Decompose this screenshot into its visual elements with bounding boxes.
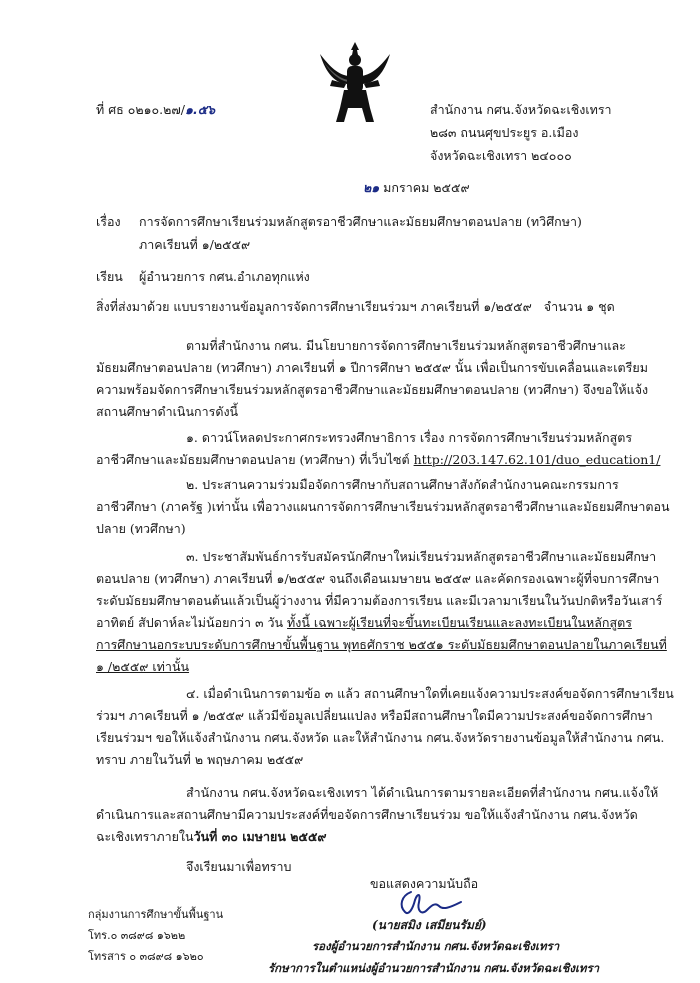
- signatory-name: (นายสมิง เสมียนรัมย์): [372, 918, 487, 932]
- intro-line-2: มัธยมศึกษาตอนปลาย (ทวศึกษา) ภาคเรียนที่ ๑ ปีการศึกษา ๒๕๕๙ นั้น เพื่อเป็นการขับเคลื่อนและเตรียม: [96, 360, 648, 375]
- document-number-handwritten: ๑.๕๖: [185, 102, 216, 117]
- item-2-line-3: ปลาย (ทวศึกษา): [96, 521, 186, 536]
- item-4-line-4: ทราบ ภายในวันที่ ๒ พฤษภาคม ๒๕๕๙: [96, 752, 304, 767]
- closing-line-3-plain: ฉะเชิงเทราภายใน: [96, 829, 194, 844]
- item-4-line-2: ร่วมฯ ภาคเรียนที่ ๑ /๒๕๕๙ แล้วมีข้อมูลเปลี่ยนแปลง หรือมีสถานศึกษาใดมีความประสงค์ขอจัดการศึกษา: [96, 708, 653, 723]
- item-1-line-1: ๑. ดาวน์โหลดประกาศกระทรวงศึกษาธิการ เรื่อง การจัดการศึกษาเรียนร่วมหลักสูตร: [186, 430, 633, 445]
- item-3-line-3: ระดับมัธยมศึกษาตอนต้นแล้วเป็นผู้ว่างงาน ที่มีความต้องการเรียน และมีเวลามาเรียนในวันปกติหรือวันเสาร์: [96, 593, 663, 608]
- sender-line-3: จังหวัดฉะเชิงเทรา ๒๔๐๐๐: [430, 148, 572, 163]
- deadline-date: วันที่ ๓๐ เมษายน ๒๕๕๙: [193, 829, 327, 844]
- item-1-text: อาชีวศึกษาและมัธยมศึกษาตอนปลาย (ทวศึกษา) ที่เว็บไซต์: [96, 452, 410, 467]
- item-4-line-1: ๔. เมื่อดำเนินการตามข้อ ๓ แล้ว สถานศึกษาใดที่เคยแจ้งความประสงค์ขอจัดการศึกษาเรียน: [186, 686, 674, 701]
- item-4-line-3: เรียนร่วมฯ ขอให้แจ้งสำนักงาน กศน.จังหวัด และให้สำนักงาน กศน.จังหวัดรายงานข้อมูลให้สำนักงาน กศน.: [96, 730, 665, 745]
- intro-line-1: ตามที่สำนักงาน กศน. มีนโยบายการจัดการศึกษาเรียนร่วมหลักสูตรอาชีวศึกษาและ: [186, 338, 626, 353]
- item-3-line-4: [96, 613, 632, 633]
- item-1-line-2: [96, 450, 660, 470]
- date-day-handwritten: ๒๑: [363, 180, 380, 195]
- intro-line-4: สถานศึกษาดำเนินการดังนี้: [96, 404, 239, 419]
- intro-line-3: ความพร้อมจัดการศึกษาเรียนร่วมหลักสูตรอาชีวศึกษาและมัธยมศึกษาตอนปลาย (ทวศึกษา) จึงขอให้แจ้ง: [96, 382, 649, 397]
- closing-line-2: ดำเนินการและสถานศึกษามีความประสงค์ที่ขอจัดการศึกษาเรียนร่วม ขอให้แจ้งสำนักงาน กศน.จังหวัด: [96, 807, 638, 822]
- salutation-label: เรียน: [96, 269, 123, 284]
- document-number: [96, 100, 215, 120]
- sender-line-1: สำนักงาน กศน.จังหวัดฉะเชิงเทรา: [430, 102, 612, 117]
- subject-label: เรื่อง: [96, 214, 121, 229]
- enclosure: [96, 297, 615, 317]
- item-2-line-1: ๒. ประสานความร่วมมือจัดการศึกษากับสถานศึกษาสังกัดสำนักงานคณะกรรมการ: [186, 477, 619, 492]
- signatory-position-1: รองผู้อำนวยการสำนักงาน กศน.จังหวัดฉะเชิงเทรา: [312, 939, 560, 953]
- signatory-position-2: รักษาการในตำแหน่งผู้อำนวยการสำนักงาน กศน.จังหวัดฉะเชิงเทรา: [268, 961, 600, 975]
- item-3-line-4-underlined: ทั้งนี้ เฉพาะผู้เรียนที่จะขึ้นทะเบียนเรียนและลงทะเบียนในหลักสูตร: [287, 615, 632, 630]
- letter-date: [363, 178, 470, 198]
- item-3-line-1: ๓. ประชาสัมพันธ์การรับสมัครนักศึกษาใหม่เรียนร่วมหลักสูตรอาชีวศึกษาและมัธยมศึกษา: [186, 549, 657, 564]
- garuda-emblem-icon: [318, 40, 392, 124]
- regards: ขอแสดงความนับถือ: [370, 876, 479, 891]
- closing-line-3: [96, 827, 327, 847]
- footer-fax: โทรสาร ๐ ๓๘๙๘ ๑๖๒๐: [88, 950, 204, 963]
- subject-line-2: ภาคเรียนที่ ๑/๒๕๕๙: [139, 237, 251, 252]
- document-number-prefix: ที่ ศธ ๐๒๑๐.๒๗/: [96, 102, 186, 117]
- date-month-year: มกราคม ๒๕๕๙: [383, 180, 470, 195]
- subject-line-1: การจัดการศึกษาเรียนร่วมหลักสูตรอาชีวศึกษาและมัธยมศึกษาตอนปลาย (ทวิศึกษา): [139, 214, 582, 229]
- sender-line-2: ๒๘๓ ถนนศุขประยูร อ.เมือง: [430, 125, 579, 140]
- footer-unit: กลุ่มงานการศึกษาขั้นพื้นฐาน: [88, 908, 224, 921]
- enclosure-label: สิ่งที่ส่งมาด้วย: [96, 299, 170, 314]
- item-3-line-6: ๑ /๒๕๕๙ เท่านั้น: [96, 659, 190, 674]
- sign-off: จึงเรียนมาเพื่อทราบ: [186, 859, 292, 874]
- item-3-line-5: การศึกษานอกระบบระดับการศึกษาขั้นพื้นฐาน พุทธศักราช ๒๕๕๑ ระดับมัธยมศึกษาตอนปลายในภาคเรียนที่: [96, 637, 667, 652]
- enclosure-quantity: จำนวน ๑ ชุด: [543, 299, 615, 314]
- download-link[interactable]: http://203.147.62.101/duo_education1/: [413, 452, 661, 467]
- item-3-line-2: ตอนปลาย (ทวศึกษา) ภาคเรียนที่ ๑/๒๕๕๙ จนถึงเดือนเมษายน ๒๕๕๙ และคัดกรองเฉพาะผู้ที่จบการศึกษา: [96, 571, 660, 586]
- closing-line-1: สำนักงาน กศน.จังหวัดฉะเชิงเทรา ได้ดำเนินการตามรายละเอียดที่สำนักงาน กศน.แจ้งให้: [186, 785, 659, 800]
- item-3-line-4-plain: อาทิตย์ สัปดาห์ละไม่น้อยกว่า ๓ วัน: [96, 615, 284, 630]
- enclosure-text: แบบรายงานข้อมูลการจัดการศึกษาเรียนร่วมฯ ภาคเรียนที่ ๑/๒๕๕๙: [173, 299, 532, 314]
- salutation-recipient: ผู้อำนวยการ กศน.อำเภอทุกแห่ง: [139, 269, 310, 284]
- item-2-line-2: อาชีวศึกษา (ภาครัฐ )เท่านั้น เพื่อวางแผนการจัดการศึกษาเรียนร่วมหลักสูตรอาชีวศึกษาและมัธยมศึกษาตอน: [96, 499, 670, 514]
- footer-phone: โทร.๐ ๓๘๙๘ ๑๖๒๒: [88, 929, 186, 942]
